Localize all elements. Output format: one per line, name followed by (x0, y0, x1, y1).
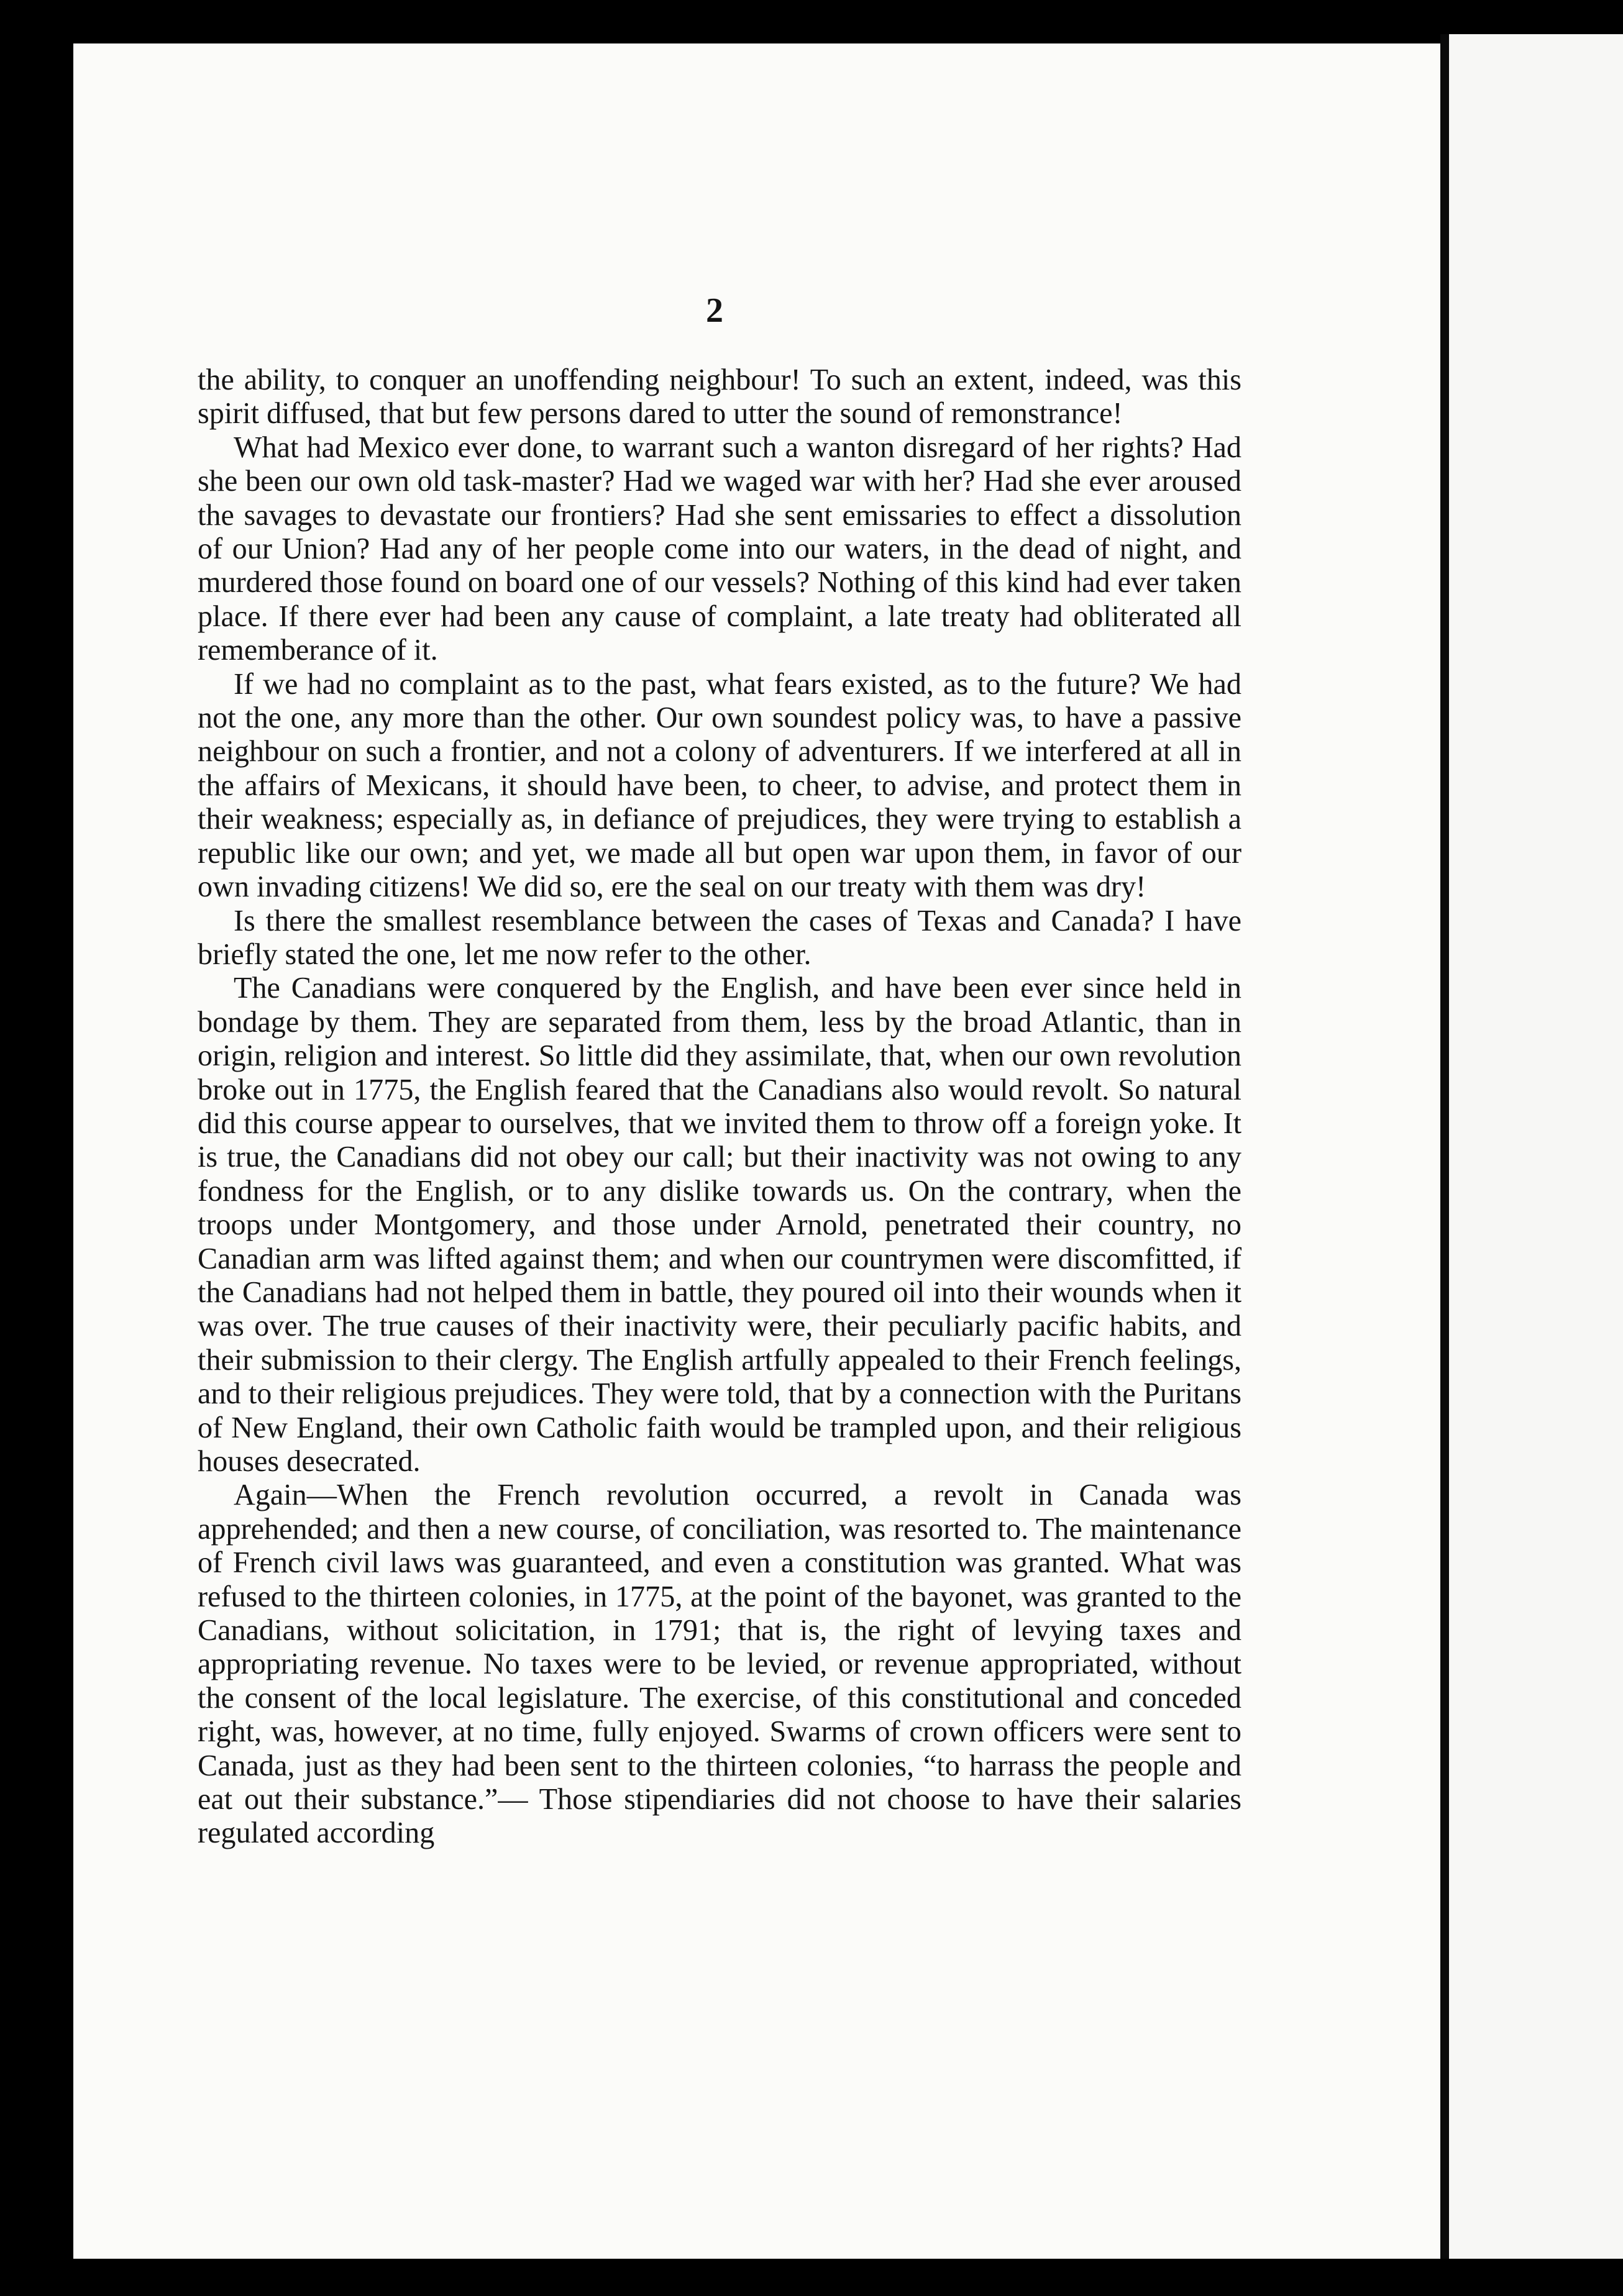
paragraph: Again—When the French revolution occurred, a revolt in Canada was apprehended; and then a new course, of conciliation, was resorted to. The maintenance of French civil laws was guaranteed, and even a constitution was granted. What was refused to the thirteen colonies, in 1775, at the point of the bayonet, was granted to the Canadians, without solicitation, in 1791; that is, the right of levying taxes and appropriating revenue. No taxes were to be levied, or revenue appropriated, without the consent of the local legislature. The exercise, of this constitutional and conceded right, was, however, at no time, fully enjoyed. Swarms of crown officers were sent to Canada, just as they had been sent to the thirteen colonies, “to harrass the people and eat out their substance.”— Those stipendiaries did not choose to have their salaries regulated according (198, 1478, 1241, 1850)
gutter-shadow (1440, 34, 1449, 2259)
body-text (198, 363, 1241, 1851)
paragraph: Is there the smallest resemblance between the cases of Texas and Canada? I have briefly stated the one, let me now refer to the other. (198, 904, 1241, 971)
paragraph: The Canadians were conquered by the English, and have been ever since held in bondage by them. They are separated from them, less by the broad Atlantic, than in origin, religion and interest. So little did they assimilate, that, when our own revolution broke out in 1775, the English feared that the Canadians also would revolt. So natural did this course appear to ourselves, that we invited them to throw off a foreign yoke. It is true, the Canadians did not obey our call; but their inactivity was not owing to any fondness for the English, or to any dislike towards us. On the contrary, when the troops under Montgomery, and those under Arnold, penetrated their country, no Canadian arm was lifted against them; and when our countrymen were discomfitted, if the Canadians had not helped them in battle, they poured oil into their wounds when it was over. The true causes of their inactivity were, their peculiarly pacific habits, and their submission to their clergy. The English artfully appealed to their French feelings, and to their religious prejudices. They were told, that by a connection with the Puritans of New England, their own Catholic faith would be trampled upon, and their religious houses desecrated. (198, 972, 1241, 1478)
page-number: 2 (706, 291, 723, 330)
paragraph: If we had no complaint as to the past, what fears existed, as to the future? We had not the one, any more than the other. Our own soundest policy was, to have a passive neighbour on such a frontier, and not a colony of adventurers. If we interfered at all in the affairs of Mexicans, it should have been, to cheer, to advise, and protect them in their weakness; especially as, in defiance of prejudices, they were trying to establish a republic like our own; and yet, we made all but open war upon them, in favor of our own invading citizens! We did so, ere the seal on our treaty with them was dry! (198, 667, 1241, 904)
facing-page (1449, 34, 1623, 2259)
paragraph: What had Mexico ever done, to warrant such a wanton disregard of her rights? Had she been our own old task-master? Had we waged war with her? Had she ever aroused the savages to devastate our frontiers? Had she sent emissaries to effect a dissolution of our Union? Had any of her people come into our waters, in the dead of night, and murdered those found on board one of our vessels? Nothing of this kind had ever taken place. If there ever had been any cause of complaint, a late treaty had obliterated all rememberance of it. (198, 430, 1241, 667)
paragraph: the ability, to conquer an unoffending neighbour! To such an extent, indeed, was this spirit diffused, that but few persons dared to utter the sound of remonstrance! (198, 363, 1241, 430)
